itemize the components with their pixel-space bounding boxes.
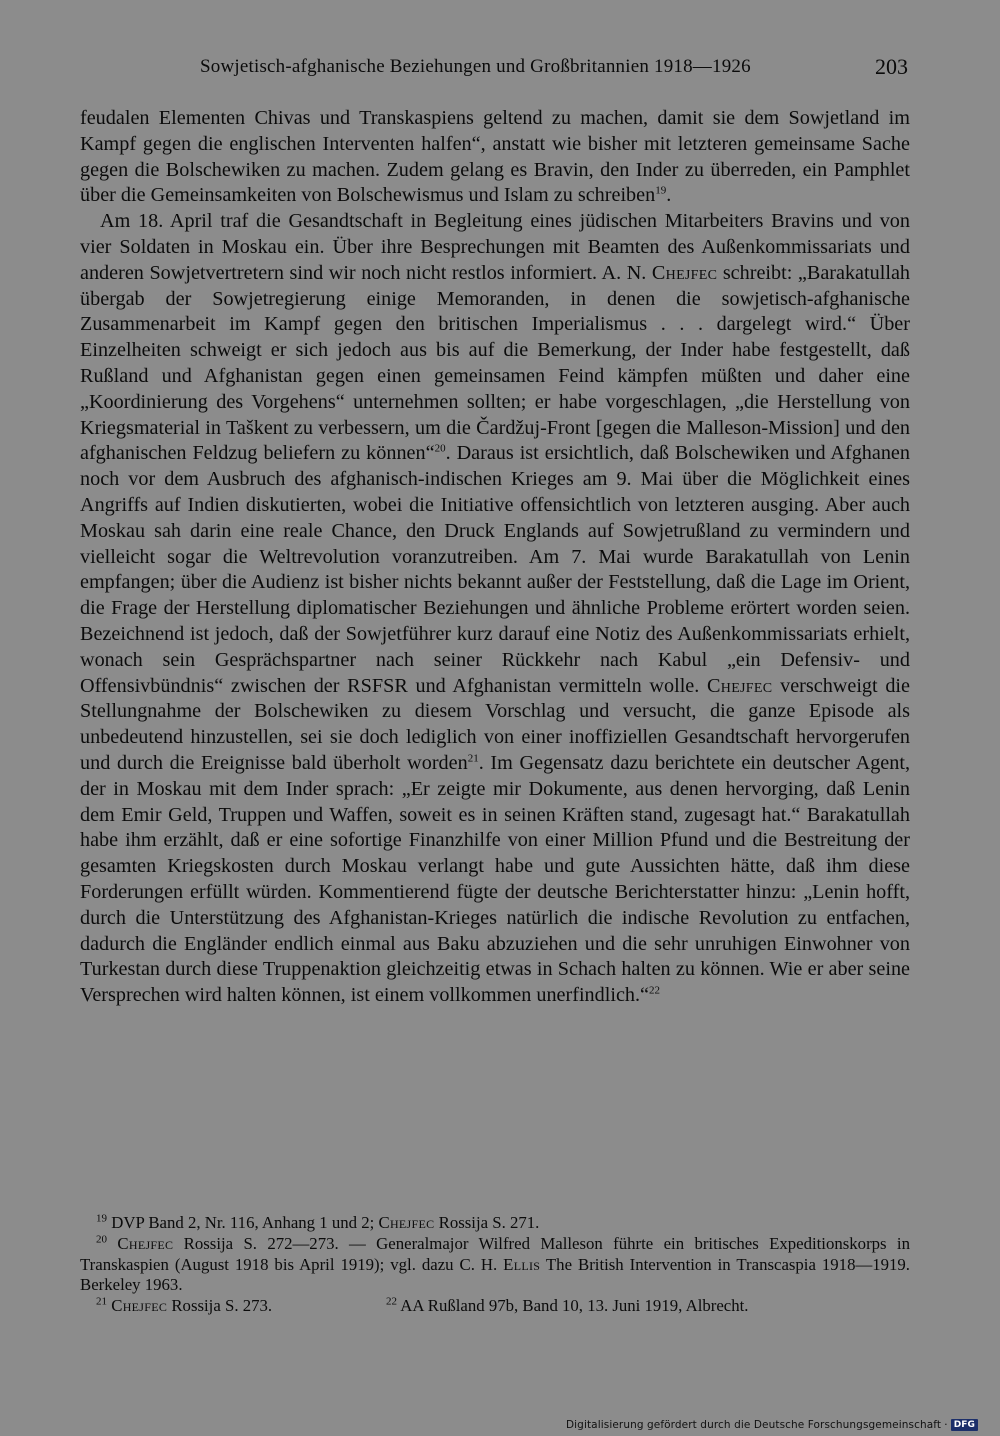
author-name: Chejfec	[651, 261, 718, 284]
footnote-21	[96, 1296, 386, 1317]
paragraph-2	[80, 209, 910, 1009]
footnote-text: AA Rußland 97b, Band 10, 13. Juni 1919, Albrecht.	[400, 1296, 749, 1316]
paragraph-2-text-d: verschweigt die Stellungnahme der Bolschewiken zu diesem Vorschlag und versucht, die ganze Episode als unbedeutend hinzustellen, sei sie doch lediglich von einer inoffiziellen Gesandtschaft hervorgerufen und durch die Ereignisse bald überholt worden	[80, 674, 911, 774]
footnote-text: The British Intervention in Transcaspia 1918—1919. Berkeley 1963.	[80, 1254, 910, 1295]
footnote-19	[80, 1213, 910, 1234]
footnote-text: Rossija S. 272—273. — Generalmajor Wilfred Malleson führte ein britisches Expeditionskorps in Transkaspien (August 1918 bis April 1919); vgl. dazu C. H.	[80, 1233, 910, 1274]
footnote-author: Chejfec	[117, 1233, 174, 1253]
footnote-text: Rossija S. 271.	[434, 1213, 540, 1232]
digitization-footer	[566, 1418, 978, 1431]
footer-text: Digitalisierung gefördert durch die Deutsche Forschungsgemeinschaft	[565, 1418, 942, 1431]
running-head: Sowjetisch-afghanische Beziehungen und Großbritannien 1918—1926	[200, 56, 751, 77]
paragraph-2-text-e: . Im Gegensatz dazu berichtete ein deutscher Agent, der in Moskau mit dem Inder sprach: „Er zeigte mir Dokumente, aus denen hervorging, daß Lenin dem Emir Geld, Truppen und Waffen, soweit es in seinen Kräften stand, zugesagt hat.“ Barakatullah habe ihm erzählt, daß er eine sofortige Finanzhilfe von einer Million Pfund und die Bestreitung der gesamten Kriegskosten durch Moskau verlangt habe und gute Aussichten hätte, daß ihm diese Forderungen erfüllt würden. Kommentierend fügte der deutsche Berichterstatter hinzu: „Lenin hofft, durch die Unterstützung des Afghanistan-Krieges natürlich die indische Revolution zu entfachen, dadurch die Engländer endlich einmal aus Baku abzuziehen und die sehr unruhigen Einwohner von Turkestan durch diese Truppenaktion gleichzeitig etwas in Schach halten zu können. Wie er aber seine Versprechen wird halten können, ist einem vollkommen unerfindlich.“	[80, 751, 910, 1007]
footnote-text: DVP Band 2, Nr. 116, Anhang 1 und 2;	[111, 1213, 379, 1232]
footnote-author: Ellis	[503, 1254, 541, 1274]
footnote-author: Chejfec	[111, 1296, 168, 1316]
footnotes	[80, 1213, 910, 1317]
note-mark-19: 19	[655, 184, 667, 197]
note-mark-22: 22	[649, 984, 661, 997]
paragraph-1-text: feudalen Elementen Chivas und Transkaspiens geltend zu machen, damit sie dem Sowjetland im Kampf gegen die englischen Interventen halfen“, anstatt wie bisher mit letzteren gemeinsame Sache gegen die Bolschewiken zu machen. Zudem gelang es Bravin, den Inder zu überreden, ein Pamphlet über die Gemeinsamkeiten von Bolschewismus und Islam zu schreiben	[80, 107, 910, 207]
footnote-number: 20	[96, 1233, 107, 1246]
paragraph-2-text-c: . Daraus ist ersichtlich, daß Bolschewiken und Afghanen noch vor dem Ausbruch des afghanisch-indischen Krieges am 9. Mai über die Möglichkeit eines Angriffs auf Indien diskutierten, wobei die Initiative offensichtlich von letzteren ausging. Aber auch Moskau sah darin eine reale Chance, den Druck Englands auf Sowjetrußland zu vermindern und vielleicht sogar die Weltrevolution voranzutreiben. Am 7. Mai wurde Barakatullah von Lenin empfangen; über die Audienz ist bisher nichts bekannt außer der Feststellung, daß die Lage im Orient, die Frage der Herstellung diplomatischer Beziehungen und ähnliche Probleme erörtert worden seien. Bezeichnend ist jedoch, daß der Sowjetführer kurz darauf eine Notiz des Außenkommissariats erhielt, wonach sein Gesprächspartner nach seiner Rückkehr nach Kabul „ein Defensiv- und Offensivbündnis“ zwischen der RSFSR und Afghanistan vermitteln wolle.	[80, 442, 910, 697]
paragraph-2-text-a: Am 18. April traf die Gesandtschaft in Begleitung eines jüdischen Mitarbeiters Bravins und von vier Soldaten in Moskau ein. Über ihre Besprechungen mit Beamten des Außenkommissariats und anderen Sowjetvertretern sind wir noch nicht restlos informiert. A. N.	[80, 210, 910, 284]
footnote-number: 21	[96, 1295, 107, 1308]
dfg-logo-icon: DFG	[951, 1419, 978, 1431]
footnote-22	[386, 1296, 748, 1317]
footnote-number: 19	[96, 1212, 107, 1225]
footnote-author: Chejfec	[378, 1213, 435, 1232]
note-mark-20: 20	[434, 442, 446, 455]
paragraph-1: feudalen Elementen Chivas und Transkaspiens geltend zu machen, damit sie dem Sowjetland im Kampf gegen die englischen Interventen halfen“, anstatt wie bisher mit letzteren gemeinsame Sache gegen die Bolschewiken zu machen. Zudem gelang es Bravin, den Inder zu überreden, ein Pamphlet über die Gemeinsamkeiten von Bolschewismus und Islam zu schreiben$^{19}$.	[80, 107, 910, 207]
footer-separator: ·	[944, 1418, 948, 1431]
page-number: 203	[875, 54, 908, 79]
note-mark-21: 21	[467, 752, 479, 765]
paragraph-2-text-b: schreibt: „Barakatullah übergab der Sowjetregierung einige Memoranden, in denen die sowjetisch-afghanische Zusammenarbeit im Kampf gegen den britischen Imperialismus . . . dargelegt wird.“ Über Einzelheiten schweigt er sich jedoch aus bis auf die Bemerkung, der Inder habe festgestellt, daß Rußland und Afghanistan gegen einen gemeinsamen Feind kämpfen müßten und daher eine „Koordinierung des Vorgehens“ unternehmen sollten; er habe vorgeschlagen, „die Herstellung von Kriegsmaterial in Taškent zu verbessern, um die Čardžuj-Front [gegen die Malleson-Mission] und den afghanischen Feldzug beliefern zu können“	[80, 261, 910, 465]
footnote-text: Rossija S. 273.	[167, 1296, 273, 1316]
body-text	[80, 106, 910, 1009]
author-name: Chejfec	[707, 674, 773, 697]
page-header	[80, 56, 910, 86]
footnote-20	[80, 1234, 910, 1296]
footnote-number: 22	[386, 1295, 397, 1308]
footnote-row	[80, 1296, 910, 1317]
